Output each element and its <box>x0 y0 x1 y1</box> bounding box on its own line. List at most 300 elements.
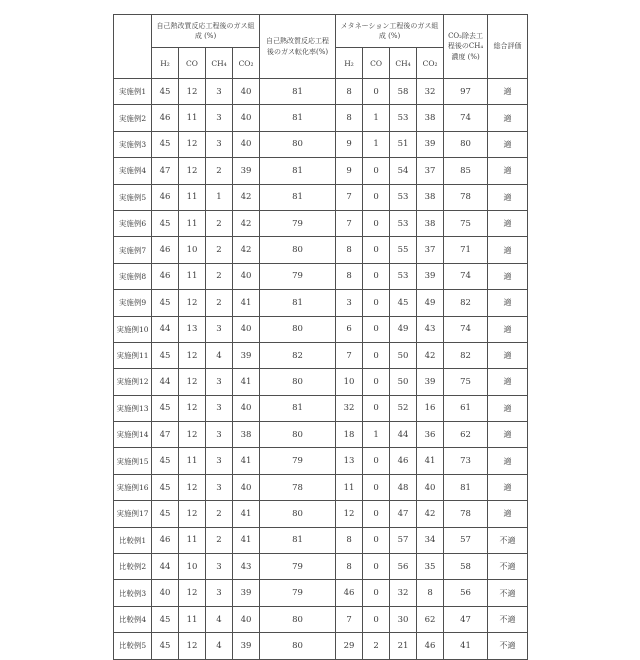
cell-methanation-co2: 36 <box>417 422 444 448</box>
cell-row-label: 実施例4 <box>114 158 152 184</box>
cell-gas-conversion: 81 <box>260 290 336 316</box>
cell-methanation-co: 0 <box>363 263 390 289</box>
cell-row-label: 実施例13 <box>114 395 152 421</box>
cell-row-label: 実施例10 <box>114 316 152 342</box>
cell-reformed-h2: 46 <box>152 184 179 210</box>
cell-ch4-purity: 80 <box>444 131 488 157</box>
cell-reformed-co: 12 <box>179 474 206 500</box>
cell-evaluation: 不適 <box>488 580 528 606</box>
cell-methanation-co2: 49 <box>417 290 444 316</box>
cell-ch4-purity: 97 <box>444 79 488 105</box>
cell-evaluation: 適 <box>488 422 528 448</box>
cell-evaluation: 適 <box>488 131 528 157</box>
cell-reformed-ch4: 1 <box>206 184 233 210</box>
cell-methanation-co: 0 <box>363 237 390 263</box>
cell-gas-conversion: 80 <box>260 633 336 659</box>
cell-row-label: 実施例16 <box>114 474 152 500</box>
cell-gas-conversion: 80 <box>260 131 336 157</box>
cell-reformed-co2: 43 <box>233 554 260 580</box>
cell-reformed-h2: 45 <box>152 448 179 474</box>
cell-gas-conversion: 81 <box>260 395 336 421</box>
cell-methanation-co2: 39 <box>417 263 444 289</box>
cell-row-label: 実施例15 <box>114 448 152 474</box>
cell-reformed-co2: 40 <box>233 263 260 289</box>
cell-methanation-co2: 62 <box>417 606 444 632</box>
cell-reformed-co: 12 <box>179 580 206 606</box>
cell-reformed-co2: 39 <box>233 580 260 606</box>
cell-methanation-ch4: 53 <box>390 263 417 289</box>
cell-reformed-h2: 45 <box>152 210 179 236</box>
cell-ch4-purity: 81 <box>444 474 488 500</box>
cell-methanation-ch4: 53 <box>390 184 417 210</box>
table-row <box>114 237 528 263</box>
cell-reformed-co: 13 <box>179 316 206 342</box>
header-methanation-gas-composition: メタネーション工程後のガス組成 (%) <box>336 15 444 48</box>
cell-methanation-h2: 3 <box>336 290 363 316</box>
header-ch4-purity: CO₂除去工程後のCH₄濃度 (%) <box>444 15 488 79</box>
cell-row-label: 実施例7 <box>114 237 152 263</box>
table-body <box>114 79 528 660</box>
cell-methanation-h2: 9 <box>336 158 363 184</box>
cell-reformed-co2: 40 <box>233 474 260 500</box>
cell-reformed-h2: 46 <box>152 105 179 131</box>
cell-reformed-co2: 40 <box>233 131 260 157</box>
cell-methanation-co: 0 <box>363 342 390 368</box>
cell-row-label: 比較例4 <box>114 606 152 632</box>
cell-methanation-co: 0 <box>363 369 390 395</box>
cell-evaluation: 適 <box>488 290 528 316</box>
cell-methanation-co2: 38 <box>417 105 444 131</box>
table-row <box>114 580 528 606</box>
header-reformed-gas-composition: 自己熱改質反応工程後のガス組成 (%) <box>152 15 260 48</box>
cell-row-label: 実施例3 <box>114 131 152 157</box>
cell-methanation-co: 2 <box>363 633 390 659</box>
table-row <box>114 606 528 632</box>
table-row <box>114 263 528 289</box>
cell-methanation-h2: 6 <box>336 316 363 342</box>
cell-methanation-co: 0 <box>363 448 390 474</box>
table-row <box>114 633 528 659</box>
cell-gas-conversion: 82 <box>260 342 336 368</box>
cell-methanation-co2: 32 <box>417 79 444 105</box>
cell-ch4-purity: 85 <box>444 158 488 184</box>
table-row <box>114 316 528 342</box>
cell-ch4-purity: 56 <box>444 580 488 606</box>
cell-reformed-h2: 45 <box>152 79 179 105</box>
cell-methanation-ch4: 47 <box>390 501 417 527</box>
cell-methanation-ch4: 57 <box>390 527 417 553</box>
cell-methanation-h2: 32 <box>336 395 363 421</box>
cell-row-label: 実施例5 <box>114 184 152 210</box>
cell-methanation-ch4: 49 <box>390 316 417 342</box>
cell-ch4-purity: 82 <box>444 342 488 368</box>
cell-reformed-ch4: 2 <box>206 158 233 184</box>
cell-methanation-h2: 8 <box>336 105 363 131</box>
cell-reformed-co: 11 <box>179 105 206 131</box>
cell-ch4-purity: 57 <box>444 527 488 553</box>
cell-ch4-purity: 74 <box>444 105 488 131</box>
cell-reformed-co2: 42 <box>233 210 260 236</box>
cell-ch4-purity: 73 <box>444 448 488 474</box>
header-reformed-h2: H₂ <box>152 48 179 79</box>
cell-methanation-ch4: 32 <box>390 580 417 606</box>
cell-row-label: 実施例14 <box>114 422 152 448</box>
cell-methanation-co2: 37 <box>417 237 444 263</box>
cell-methanation-co2: 39 <box>417 131 444 157</box>
cell-reformed-co2: 40 <box>233 395 260 421</box>
cell-row-label: 実施例1 <box>114 79 152 105</box>
cell-methanation-ch4: 44 <box>390 422 417 448</box>
cell-ch4-purity: 78 <box>444 501 488 527</box>
cell-reformed-h2: 45 <box>152 501 179 527</box>
cell-methanation-co2: 38 <box>417 210 444 236</box>
cell-ch4-purity: 47 <box>444 606 488 632</box>
cell-reformed-co: 12 <box>179 290 206 316</box>
cell-reformed-co: 12 <box>179 158 206 184</box>
cell-methanation-co: 0 <box>363 184 390 210</box>
cell-reformed-co2: 41 <box>233 527 260 553</box>
cell-reformed-co: 10 <box>179 554 206 580</box>
table-header <box>114 15 528 79</box>
cell-methanation-co: 0 <box>363 606 390 632</box>
cell-methanation-co2: 43 <box>417 316 444 342</box>
cell-methanation-h2: 11 <box>336 474 363 500</box>
cell-methanation-h2: 18 <box>336 422 363 448</box>
cell-methanation-ch4: 50 <box>390 369 417 395</box>
cell-reformed-co: 12 <box>179 422 206 448</box>
cell-ch4-purity: 82 <box>444 290 488 316</box>
cell-reformed-co2: 38 <box>233 422 260 448</box>
cell-reformed-co2: 41 <box>233 369 260 395</box>
table-row <box>114 554 528 580</box>
header-methanation-ch4: CH₄ <box>390 48 417 79</box>
cell-reformed-h2: 40 <box>152 580 179 606</box>
cell-gas-conversion: 80 <box>260 501 336 527</box>
cell-reformed-h2: 47 <box>152 158 179 184</box>
cell-reformed-ch4: 2 <box>206 263 233 289</box>
table-row <box>114 527 528 553</box>
cell-reformed-h2: 45 <box>152 395 179 421</box>
cell-row-label: 実施例11 <box>114 342 152 368</box>
cell-methanation-co2: 42 <box>417 342 444 368</box>
cell-evaluation: 適 <box>488 342 528 368</box>
cell-reformed-co2: 39 <box>233 633 260 659</box>
cell-methanation-h2: 10 <box>336 369 363 395</box>
header-methanation-co: CO <box>363 48 390 79</box>
cell-methanation-co: 1 <box>363 422 390 448</box>
cell-reformed-co: 12 <box>179 131 206 157</box>
cell-reformed-co2: 41 <box>233 448 260 474</box>
cell-reformed-ch4: 2 <box>206 237 233 263</box>
cell-methanation-ch4: 55 <box>390 237 417 263</box>
cell-reformed-ch4: 4 <box>206 606 233 632</box>
table-row <box>114 79 528 105</box>
cell-evaluation: 適 <box>488 474 528 500</box>
cell-methanation-co: 0 <box>363 554 390 580</box>
cell-methanation-ch4: 58 <box>390 79 417 105</box>
cell-ch4-purity: 71 <box>444 237 488 263</box>
cell-methanation-co2: 37 <box>417 158 444 184</box>
cell-reformed-h2: 44 <box>152 554 179 580</box>
cell-evaluation: 適 <box>488 263 528 289</box>
cell-evaluation: 不適 <box>488 606 528 632</box>
cell-methanation-h2: 7 <box>336 606 363 632</box>
cell-reformed-ch4: 2 <box>206 210 233 236</box>
cell-row-label: 比較例3 <box>114 580 152 606</box>
cell-gas-conversion: 80 <box>260 606 336 632</box>
cell-methanation-h2: 29 <box>336 633 363 659</box>
table-row <box>114 184 528 210</box>
header-row-label-blank <box>114 15 152 79</box>
cell-reformed-co2: 40 <box>233 316 260 342</box>
cell-methanation-co: 0 <box>363 395 390 421</box>
cell-row-label: 比較例1 <box>114 527 152 553</box>
cell-methanation-h2: 12 <box>336 501 363 527</box>
cell-methanation-co: 0 <box>363 501 390 527</box>
header-methanation-co2: CO₂ <box>417 48 444 79</box>
cell-gas-conversion: 80 <box>260 369 336 395</box>
cell-methanation-h2: 7 <box>336 210 363 236</box>
header-gas-conversion: 自己熱改質反応工程後のガス転化率(%) <box>260 15 336 79</box>
cell-reformed-co2: 42 <box>233 237 260 263</box>
cell-ch4-purity: 78 <box>444 184 488 210</box>
cell-methanation-ch4: 48 <box>390 474 417 500</box>
cell-methanation-ch4: 54 <box>390 158 417 184</box>
table-row <box>114 105 528 131</box>
cell-methanation-co2: 41 <box>417 448 444 474</box>
cell-methanation-co: 0 <box>363 580 390 606</box>
cell-evaluation: 不適 <box>488 633 528 659</box>
cell-reformed-co2: 41 <box>233 501 260 527</box>
cell-reformed-co2: 39 <box>233 342 260 368</box>
cell-methanation-h2: 46 <box>336 580 363 606</box>
cell-reformed-co: 11 <box>179 184 206 210</box>
results-table <box>113 14 528 660</box>
cell-methanation-co2: 46 <box>417 633 444 659</box>
cell-methanation-h2: 13 <box>336 448 363 474</box>
cell-row-label: 実施例8 <box>114 263 152 289</box>
table-row <box>114 474 528 500</box>
cell-reformed-ch4: 3 <box>206 395 233 421</box>
cell-reformed-co: 12 <box>179 342 206 368</box>
cell-methanation-ch4: 51 <box>390 131 417 157</box>
cell-gas-conversion: 81 <box>260 79 336 105</box>
header-reformed-co2: CO₂ <box>233 48 260 79</box>
cell-methanation-ch4: 56 <box>390 554 417 580</box>
cell-methanation-ch4: 21 <box>390 633 417 659</box>
cell-gas-conversion: 78 <box>260 474 336 500</box>
cell-gas-conversion: 79 <box>260 263 336 289</box>
cell-reformed-h2: 44 <box>152 316 179 342</box>
cell-reformed-ch4: 3 <box>206 316 233 342</box>
cell-reformed-co: 12 <box>179 395 206 421</box>
table-row <box>114 501 528 527</box>
cell-ch4-purity: 75 <box>444 210 488 236</box>
cell-row-label: 実施例6 <box>114 210 152 236</box>
cell-methanation-ch4: 52 <box>390 395 417 421</box>
cell-methanation-co: 0 <box>363 79 390 105</box>
cell-gas-conversion: 81 <box>260 527 336 553</box>
cell-gas-conversion: 79 <box>260 448 336 474</box>
cell-reformed-ch4: 3 <box>206 474 233 500</box>
cell-row-label: 実施例12 <box>114 369 152 395</box>
cell-methanation-ch4: 30 <box>390 606 417 632</box>
cell-row-label: 実施例9 <box>114 290 152 316</box>
cell-reformed-h2: 46 <box>152 263 179 289</box>
cell-evaluation: 適 <box>488 158 528 184</box>
cell-reformed-ch4: 3 <box>206 422 233 448</box>
cell-reformed-co2: 40 <box>233 105 260 131</box>
cell-reformed-co2: 40 <box>233 79 260 105</box>
cell-gas-conversion: 79 <box>260 210 336 236</box>
cell-methanation-co2: 42 <box>417 501 444 527</box>
cell-methanation-ch4: 53 <box>390 105 417 131</box>
cell-reformed-h2: 45 <box>152 633 179 659</box>
table-row <box>114 369 528 395</box>
cell-ch4-purity: 74 <box>444 316 488 342</box>
cell-evaluation: 不適 <box>488 527 528 553</box>
cell-ch4-purity: 62 <box>444 422 488 448</box>
cell-reformed-co: 10 <box>179 237 206 263</box>
cell-gas-conversion: 81 <box>260 158 336 184</box>
cell-methanation-ch4: 45 <box>390 290 417 316</box>
cell-reformed-co: 11 <box>179 263 206 289</box>
cell-row-label: 比較例5 <box>114 633 152 659</box>
cell-methanation-ch4: 50 <box>390 342 417 368</box>
cell-ch4-purity: 41 <box>444 633 488 659</box>
cell-reformed-ch4: 3 <box>206 79 233 105</box>
cell-evaluation: 適 <box>488 448 528 474</box>
cell-evaluation: 適 <box>488 184 528 210</box>
table-row <box>114 131 528 157</box>
header-overall-evaluation: 総合評価 <box>488 15 528 79</box>
cell-methanation-co2: 39 <box>417 369 444 395</box>
cell-reformed-ch4: 3 <box>206 554 233 580</box>
cell-reformed-ch4: 3 <box>206 369 233 395</box>
cell-ch4-purity: 74 <box>444 263 488 289</box>
cell-methanation-h2: 8 <box>336 237 363 263</box>
cell-reformed-co: 11 <box>179 210 206 236</box>
cell-gas-conversion: 80 <box>260 316 336 342</box>
cell-reformed-h2: 46 <box>152 237 179 263</box>
table-row <box>114 395 528 421</box>
cell-reformed-ch4: 4 <box>206 633 233 659</box>
cell-reformed-h2: 45 <box>152 342 179 368</box>
cell-ch4-purity: 61 <box>444 395 488 421</box>
cell-reformed-co: 11 <box>179 606 206 632</box>
cell-methanation-co: 0 <box>363 158 390 184</box>
cell-gas-conversion: 79 <box>260 554 336 580</box>
table-row <box>114 290 528 316</box>
cell-methanation-ch4: 46 <box>390 448 417 474</box>
cell-reformed-co2: 42 <box>233 184 260 210</box>
cell-methanation-co2: 40 <box>417 474 444 500</box>
cell-reformed-h2: 44 <box>152 369 179 395</box>
cell-evaluation: 適 <box>488 316 528 342</box>
cell-reformed-ch4: 3 <box>206 580 233 606</box>
cell-methanation-h2: 8 <box>336 263 363 289</box>
table-row <box>114 342 528 368</box>
cell-reformed-co: 11 <box>179 448 206 474</box>
cell-reformed-co: 11 <box>179 527 206 553</box>
cell-reformed-h2: 46 <box>152 527 179 553</box>
cell-reformed-co2: 39 <box>233 158 260 184</box>
cell-methanation-h2: 9 <box>336 131 363 157</box>
table-row <box>114 422 528 448</box>
cell-evaluation: 適 <box>488 501 528 527</box>
cell-evaluation: 適 <box>488 237 528 263</box>
cell-evaluation: 適 <box>488 79 528 105</box>
cell-evaluation: 適 <box>488 105 528 131</box>
cell-methanation-co: 0 <box>363 474 390 500</box>
cell-gas-conversion: 81 <box>260 184 336 210</box>
cell-ch4-purity: 75 <box>444 369 488 395</box>
cell-row-label: 比較例2 <box>114 554 152 580</box>
cell-methanation-co2: 34 <box>417 527 444 553</box>
cell-reformed-co: 12 <box>179 633 206 659</box>
cell-row-label: 実施例17 <box>114 501 152 527</box>
cell-reformed-h2: 47 <box>152 422 179 448</box>
table-row <box>114 448 528 474</box>
cell-reformed-ch4: 3 <box>206 131 233 157</box>
table-row <box>114 210 528 236</box>
cell-methanation-co2: 35 <box>417 554 444 580</box>
cell-methanation-co: 1 <box>363 105 390 131</box>
cell-reformed-co: 12 <box>179 501 206 527</box>
cell-reformed-h2: 45 <box>152 131 179 157</box>
cell-methanation-co: 0 <box>363 290 390 316</box>
cell-methanation-h2: 8 <box>336 79 363 105</box>
cell-evaluation: 不適 <box>488 554 528 580</box>
cell-reformed-ch4: 4 <box>206 342 233 368</box>
header-methanation-h2: H₂ <box>336 48 363 79</box>
cell-reformed-ch4: 3 <box>206 105 233 131</box>
cell-reformed-ch4: 3 <box>206 448 233 474</box>
header-reformed-co: CO <box>179 48 206 79</box>
cell-reformed-ch4: 2 <box>206 527 233 553</box>
cell-reformed-h2: 45 <box>152 474 179 500</box>
cell-evaluation: 適 <box>488 369 528 395</box>
cell-evaluation: 適 <box>488 210 528 236</box>
cell-methanation-co2: 8 <box>417 580 444 606</box>
cell-methanation-co: 0 <box>363 316 390 342</box>
cell-methanation-co2: 16 <box>417 395 444 421</box>
cell-methanation-co: 0 <box>363 210 390 236</box>
cell-gas-conversion: 80 <box>260 422 336 448</box>
cell-reformed-ch4: 2 <box>206 290 233 316</box>
cell-reformed-h2: 45 <box>152 606 179 632</box>
cell-methanation-h2: 8 <box>336 527 363 553</box>
cell-methanation-co2: 38 <box>417 184 444 210</box>
cell-reformed-ch4: 2 <box>206 501 233 527</box>
cell-ch4-purity: 58 <box>444 554 488 580</box>
cell-gas-conversion: 79 <box>260 580 336 606</box>
cell-gas-conversion: 81 <box>260 105 336 131</box>
cell-methanation-h2: 7 <box>336 342 363 368</box>
cell-methanation-co: 1 <box>363 131 390 157</box>
header-reformed-ch4: CH₄ <box>206 48 233 79</box>
cell-evaluation: 適 <box>488 395 528 421</box>
cell-gas-conversion: 80 <box>260 237 336 263</box>
cell-reformed-co2: 41 <box>233 290 260 316</box>
cell-methanation-h2: 8 <box>336 554 363 580</box>
cell-methanation-h2: 7 <box>336 184 363 210</box>
table-row <box>114 158 528 184</box>
cell-reformed-co2: 40 <box>233 606 260 632</box>
cell-reformed-co: 12 <box>179 79 206 105</box>
cell-methanation-co: 0 <box>363 527 390 553</box>
cell-reformed-h2: 45 <box>152 290 179 316</box>
